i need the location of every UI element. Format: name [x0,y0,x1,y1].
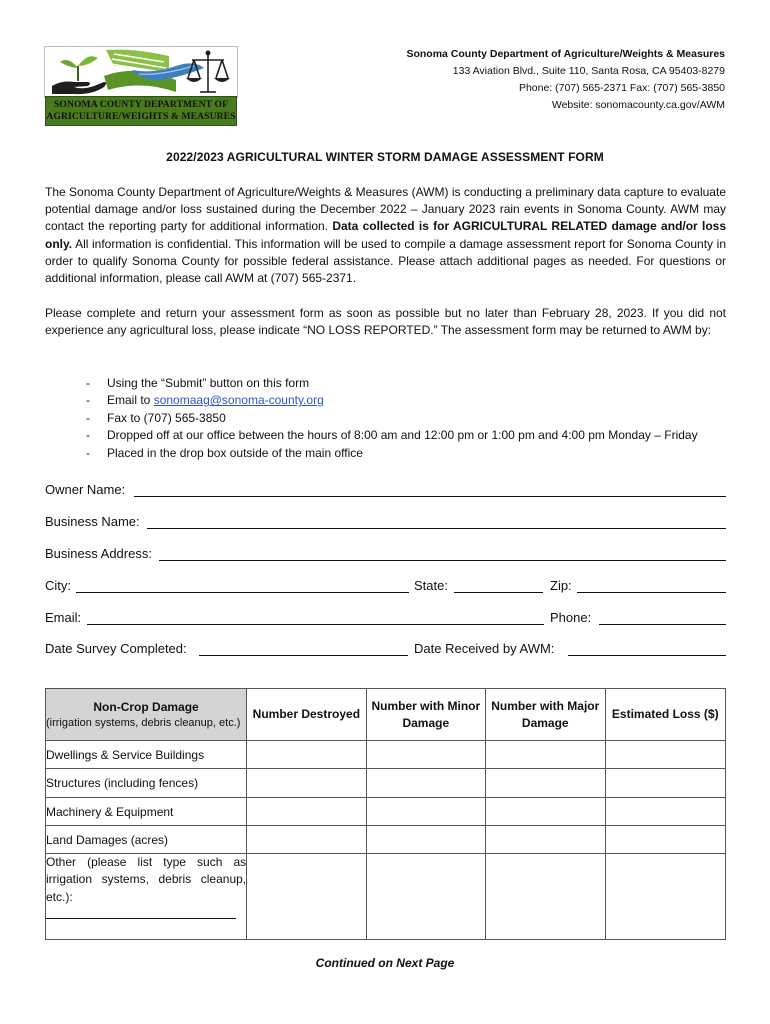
email-label: Email: [45,610,82,625]
non-crop-damage-table [45,688,726,940]
list-item-prefix: Email to [107,393,151,408]
cell-destroyed[interactable] [247,769,366,798]
cell-loss[interactable] [605,741,726,769]
continued-note: Continued on Next Page [315,956,455,970]
city-field[interactable] [76,592,409,593]
cell-major[interactable] [486,854,605,940]
cell-destroyed[interactable] [247,798,366,826]
cell-destroyed[interactable] [247,741,366,769]
table-row [46,798,726,826]
phone-label: Phone: [550,610,592,625]
business-name-field[interactable] [147,528,726,529]
table-header-row [46,689,726,741]
org-address: 133 Aviation Blvd., Suite 110, Santa Rosa, CA 95403-8279 [452,65,725,77]
cell-minor[interactable] [366,741,485,769]
cell-loss[interactable] [605,798,726,826]
cell-loss[interactable] [605,826,726,854]
cell-loss[interactable] [605,854,726,940]
date-received-label: Date Received by AWM: [414,641,555,656]
logo-line-2: AGRICULTURE/WEIGHTS & MEASURES [46,111,236,122]
non-crop-header-title: Non-Crop Damage [93,699,199,714]
other-type-field[interactable] [46,906,236,919]
other-label: Other (please list type such as irrigation systems, debris cleanup, etc.): [46,855,247,904]
cell-loss[interactable] [605,769,726,798]
non-crop-header [46,689,247,741]
intro-text-2: All information is confidential. This information will be used to compile a damage assessment report for Sonoma County in order to qualify Sonoma County for possible federal assistance. Please attach additional pages as needed. For questions or additional information, please call AWM at (707) 565-2371. [45,236,726,286]
intro-paragraph [45,184,726,287]
row-label-other [46,854,247,940]
logo-line-1: SONOMA COUNTY DEPARTMENT OF [53,99,229,110]
list-item [86,375,698,392]
owner-name-field[interactable] [134,496,726,497]
cell-destroyed[interactable] [247,826,366,854]
cell-minor[interactable] [366,826,485,854]
cell-minor[interactable] [366,798,485,826]
list-dash: - [86,393,90,408]
logo-text-band [45,96,237,126]
org-name: Sonoma County Department of Agriculture/Weights & Measures [406,48,725,60]
business-address-label: Business Address: [45,546,152,561]
col-minor-damage: Number with Minor Damage [366,689,485,741]
list-item-text: Fax to (707) 565-3850 [107,410,226,425]
list-item-text: Placed in the drop box outside of the main office [107,445,363,460]
business-name-row [45,514,726,532]
date-received-field[interactable] [568,655,726,656]
list-item-text: Dropped off at our office between the hours of 8:00 am and 12:00 pm or 1:00 pm and 4:00 pm Monday – Friday [107,428,698,443]
return-methods-list [86,375,698,462]
cell-major[interactable] [486,741,605,769]
owner-name-label: Owner Name: [45,482,126,497]
list-item [86,445,698,462]
state-field[interactable] [454,592,543,593]
table-row [46,854,726,940]
zip-label: Zip: [550,578,572,593]
list-item-text: Using the “Submit” button on this form [107,376,310,390]
org-website: Website: sonomacounty.ca.gov/AWM [551,99,725,111]
cell-minor[interactable] [366,854,485,940]
email-phone-row [45,610,726,628]
instructions-paragraph: Please complete and return your assessment form as soon as possible but no later than February 28, 2023. If you did not experience any agricultural loss, please indicate “NO LOSS REPORTED.” The assessment form may be returned to AWM by: [45,306,726,338]
city-label: City: [45,578,71,593]
business-name-label: Business Name: [45,514,140,529]
intro-bold-text: Data collected is for AGRICULTURAL RELATED damage and/or loss only. [45,219,727,251]
row-label: Dwellings & Service Buildings [46,741,247,769]
phone-field[interactable] [599,624,726,625]
row-label: Structures (including fences) [46,769,247,798]
list-dash: - [86,410,90,425]
row-label: Machinery & Equipment [46,798,247,826]
row-label: Land Damages (acres) [46,826,247,854]
non-crop-header-subtitle: (irrigation systems, debris cleanup, etc.) [46,716,241,729]
table-row [46,769,726,798]
org-phone-fax: Phone: (707) 565-2371 Fax: (707) 565-3850 [518,82,725,94]
col-number-destroyed: Number Destroyed [247,689,366,741]
email-link[interactable]: sonomaag@sonoma-county.org [153,393,324,408]
list-dash: - [86,428,90,443]
business-address-row [45,546,726,564]
business-address-field[interactable] [159,560,726,561]
list-item [86,427,698,444]
city-state-zip-row [45,578,726,596]
cell-destroyed[interactable] [247,854,366,940]
cell-major[interactable] [486,826,605,854]
intro-text-1: The Sonoma County Department of Agriculture/Weights & Measures (AWM) is conducting a preliminary data capture to evaluate potential damage and/or loss sustained during the December 2022 – January 2023 rain events in Sonoma County. AWM may contact the reporting party for additional information. [45,185,726,234]
table-row [46,741,726,769]
cell-major[interactable] [486,769,605,798]
form-title: 2022/2023 AGRICULTURAL WINTER STORM DAMAGE ASSESSMENT FORM [166,150,604,164]
cell-minor[interactable] [366,769,485,798]
zip-field[interactable] [577,592,726,593]
dates-row [45,641,726,659]
col-major-damage: Number with Major Damage [486,689,605,741]
email-field[interactable] [87,624,544,625]
cell-major[interactable] [486,798,605,826]
date-survey-field[interactable] [199,655,408,656]
state-label: State: [414,578,448,593]
list-dash: - [86,376,90,390]
date-survey-label: Date Survey Completed: [45,641,187,656]
department-logo [44,46,238,128]
logo-graphic-icon [44,46,238,98]
owner-name-row [45,482,726,500]
list-item [86,410,698,427]
contact-block [406,46,725,114]
list-dash: - [86,445,90,460]
table-row [46,826,726,854]
col-estimated-loss: Estimated Loss ($) [605,689,726,741]
list-item [86,392,698,409]
